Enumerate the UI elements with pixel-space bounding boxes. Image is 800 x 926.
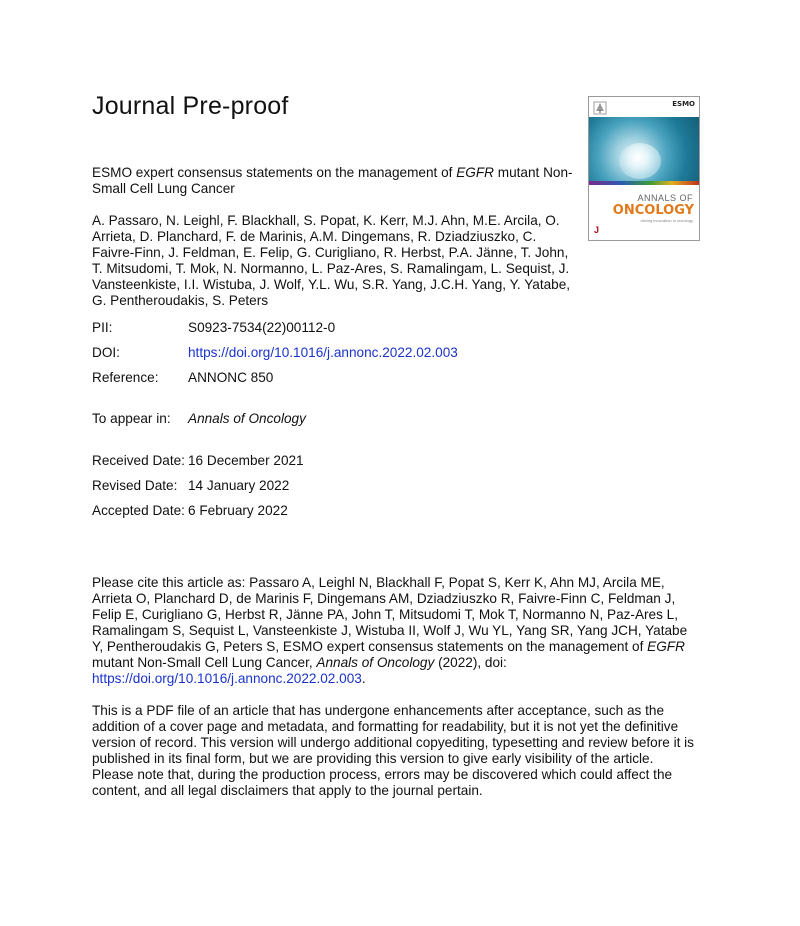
cover-color-bar <box>589 181 699 185</box>
doi-label: DOI: <box>92 345 120 360</box>
article-title <box>92 165 592 197</box>
cover-oncology-text: ONCOLOGY <box>612 203 694 218</box>
citation-doi-prefix: (2022), doi: <box>434 655 507 670</box>
reference-value: ANNONC 850 <box>188 370 274 385</box>
citation-text: Please cite this article as: Passaro A, Leighl N, Blackhall F, Popat S, Kerr K, Ahn MJ, Arcila ME, Arrieta O, Planchard D, de Marinis F, Dingemans AM, Dziadziuszko R, Faivre-Finn C, Feldman J, Felip E, Curigliano G, Herbst R, Jänne PA, John T, Mitsudomi T, Mok T, Normanno N, Paz-Ares L, Ramalingam S, Sequist L, Vansteenkiste J, Wistuba II, Wolf J, Wu YL, Yang SR, Yang JCH, Yatabe Y, Pentheroudakis G, Peters S, ESMO expert consensus statements on the management of <box>92 575 688 654</box>
pii-label: PII: <box>92 320 113 335</box>
citation-end-period: . <box>361 671 366 686</box>
citation-doi-link[interactable]: https://doi.org/10.1016/j.annonc.2022.02.003 <box>92 671 362 686</box>
accepted-date-value: 6 February 2022 <box>188 503 288 518</box>
cell-illustration <box>619 143 661 179</box>
esmo-logo: ESMO <box>672 100 695 108</box>
citation-paragraph <box>92 575 692 687</box>
accepted-date-label: Accepted Date: <box>92 503 185 518</box>
received-date-value: 16 December 2021 <box>188 453 304 468</box>
cover-art-image <box>589 117 699 181</box>
revised-date-value: 14 January 2022 <box>188 478 290 493</box>
author-list: A. Passaro, N. Leighl, F. Blackhall, S. Popat, K. Kerr, M.J. Ahn, M.E. Arcila, O. Arrieta, D. Planchard, F. de Marinis, A.M. Dingemans, R. Dziadziuszko, C. Faivre-Finn, J. Feldman, E. Felip, G. Curigliano, R. Herbst, P.A. Jänne, T. John, T. Mitsudomi, T. Mok, N. Normanno, L. Paz-Ares, S. Ramalingam, L. Sequist, J. Vansteenkiste, I.I. Wistuba, J. Wolf, Y.L. Wu, S.R. Yang, J.C.H. Yang, Y. Yatabe, G. Pentheroudakis, S. Peters <box>92 213 571 308</box>
title-text-end: mutant Non-Small Cell Lung Cancer <box>92 165 573 196</box>
citation-gene-italic: EGFR <box>647 639 685 654</box>
cover-tagline: driving innovation in oncology <box>640 218 693 223</box>
reference-label: Reference: <box>92 370 159 385</box>
cover-annals-text: ANNALS OF <box>637 193 693 203</box>
elsevier-logo-icon <box>593 101 607 115</box>
doi-link[interactable]: https://doi.org/10.1016/j.annonc.2022.02.003 <box>188 345 458 360</box>
citation-journal-italic: Annals of Oncology <box>316 655 435 670</box>
cover-j-mark-icon: J <box>594 225 600 235</box>
citation-text-mid: mutant Non-Small Cell Lung Cancer, <box>92 655 317 670</box>
title-gene-italic: EGFR <box>456 165 494 180</box>
appear-in-label: To appear in: <box>92 411 171 426</box>
appear-in-value: Annals of Oncology <box>188 411 306 426</box>
disclaimer-paragraph: This is a PDF file of an article that has undergone enhancements after acceptance, such as the addition of a cover page and metadata, and formatting for readability, but it is not yet the definitive version of record. This version will undergo additional copyediting, typesetting and review before it is published in its final form, but we are providing this version to give early visibility of the article. Please note that, during the production process, errors may be discovered which could affect the content, and all legal disclaimers that apply to the journal pertain. <box>92 703 694 798</box>
journal-cover-thumbnail <box>588 96 700 241</box>
title-text-start: ESMO expert consensus statements on the management of <box>92 165 457 180</box>
journal-preproof-label: Journal Pre-proof <box>92 92 289 120</box>
pii-value: S0923-7534(22)00112-0 <box>188 320 336 335</box>
revised-date-label: Revised Date: <box>92 478 178 493</box>
received-date-label: Received Date: <box>92 453 185 468</box>
